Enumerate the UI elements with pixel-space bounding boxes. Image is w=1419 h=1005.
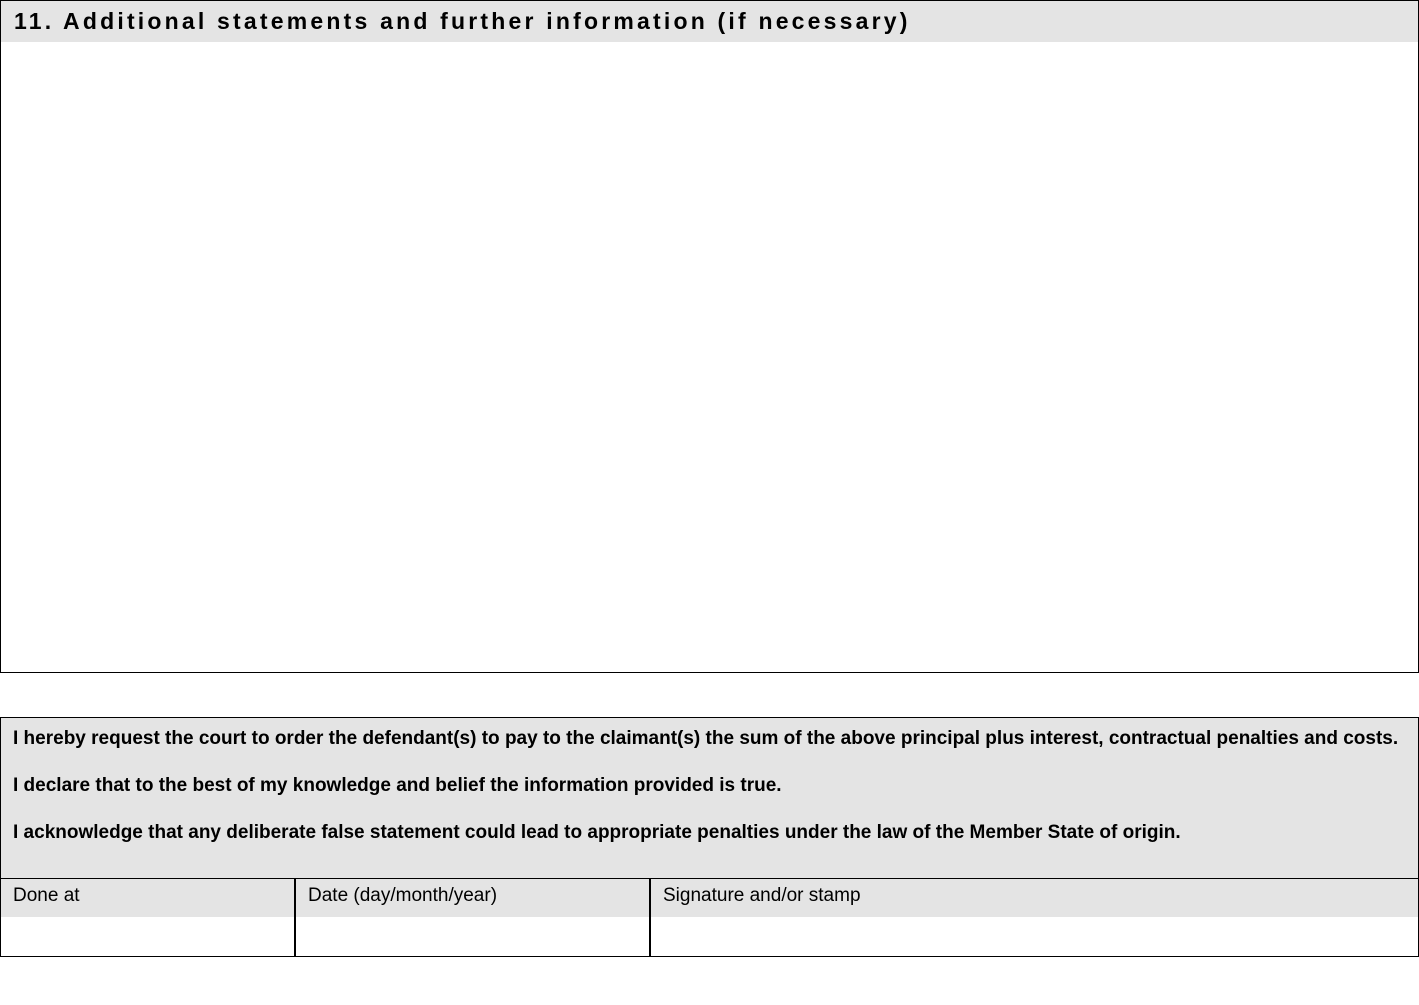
signature-cell [651, 879, 1418, 956]
section-11-title: 11. Additional statements and further information (if necessary) [1, 1, 1418, 42]
declaration-box [0, 717, 1419, 957]
penalty-acknowledgement: I acknowledge that any deliberate false statement could lead to appropriate penalties under the law of the Member State of origin. [13, 822, 1181, 843]
done-at-field[interactable] [1, 917, 294, 956]
date-label: Date (day/month/year) [296, 879, 649, 917]
signature-row [1, 878, 1418, 956]
signature-field[interactable] [651, 917, 1418, 956]
declaration-text [1, 718, 1418, 878]
additional-statements-field[interactable] [1, 42, 1418, 671]
date-field[interactable] [296, 917, 649, 956]
signature-label: Signature and/or stamp [651, 879, 1418, 917]
done-at-cell [1, 879, 296, 956]
truth-declaration: I declare that to the best of my knowledge and belief the information provided is true. [13, 775, 782, 796]
date-cell [296, 879, 651, 956]
request-statement: I hereby request the court to order the defendant(s) to pay to the claimant(s) the sum of the above principal plus interest, contractual penalties and costs. [13, 728, 1399, 749]
done-at-label: Done at [1, 879, 294, 917]
